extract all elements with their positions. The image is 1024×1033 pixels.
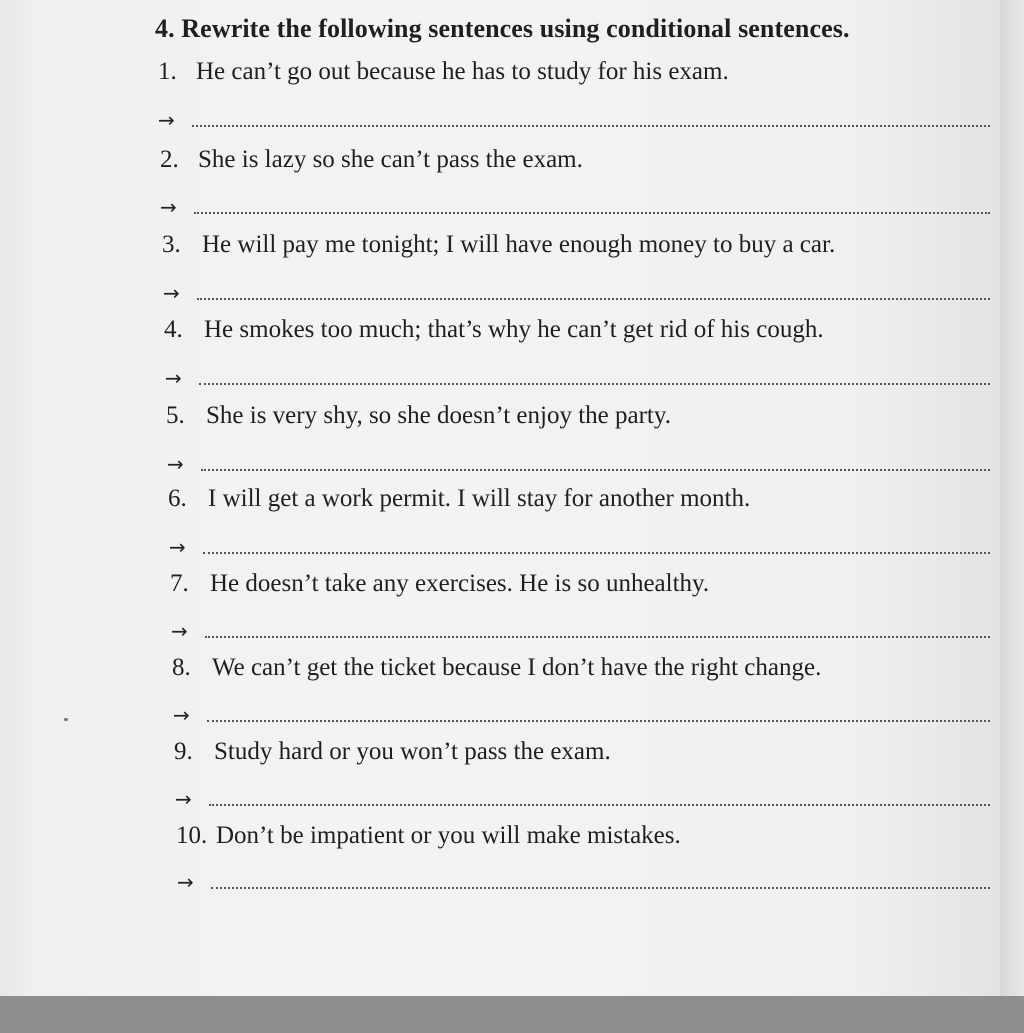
question-text: She is lazy so she can’t pass the exam. — [198, 146, 583, 173]
dotted-answer-blank — [203, 552, 990, 554]
answer-line-10[interactable] — [177, 867, 990, 897]
answer-line-8[interactable] — [173, 700, 990, 730]
question-number: 8. — [172, 654, 191, 681]
question-number: 10. — [176, 822, 208, 849]
arrow-icon: → — [163, 281, 180, 305]
question-number: 7. — [170, 570, 189, 597]
question-number: 5. — [166, 402, 185, 429]
question-text: Study hard or you won’t pass the exam. — [214, 738, 611, 765]
answer-line-4[interactable] — [165, 363, 990, 393]
dotted-answer-blank — [207, 720, 990, 722]
arrow-icon: → — [177, 870, 194, 894]
question-text: We can’t get the ticket because I don’t have the right change. — [212, 654, 822, 681]
dotted-answer-blank — [199, 383, 990, 385]
question-text: He doesn’t take any exercises. He is so unhealthy. — [210, 570, 710, 597]
question-number: 1. — [158, 58, 177, 85]
question-text: He will pay me tonight; I will have enough money to buy a car. — [202, 231, 836, 258]
question-text: He smokes too much; that’s why he can’t get rid of his cough. — [204, 316, 824, 343]
dotted-answer-blank — [201, 469, 990, 471]
answer-line-1[interactable] — [158, 105, 990, 135]
arrow-icon: → — [173, 703, 190, 727]
arrow-icon: → — [169, 535, 186, 559]
question-5 — [166, 402, 671, 430]
answer-line-9[interactable] — [175, 784, 990, 814]
question-6 — [168, 485, 750, 513]
answer-line-6[interactable] — [169, 532, 990, 562]
answer-line-2[interactable] — [160, 192, 990, 222]
question-1 — [158, 58, 729, 86]
dotted-answer-blank — [194, 212, 990, 214]
question-10 — [176, 822, 681, 850]
answer-line-3[interactable] — [163, 278, 990, 308]
question-text: Don’t be impatient or you will make mistakes. — [216, 822, 681, 849]
arrow-icon: → — [175, 787, 192, 811]
question-number: 3. — [162, 231, 181, 258]
question-9 — [174, 738, 611, 766]
ink-smudge — [64, 718, 68, 721]
question-number: 2. — [160, 146, 179, 173]
question-4 — [164, 316, 824, 344]
arrow-icon: → — [167, 452, 184, 476]
page-edge — [1000, 0, 1024, 996]
dotted-answer-blank — [211, 887, 990, 889]
answer-line-7[interactable] — [171, 616, 990, 646]
arrow-icon: → — [171, 619, 188, 643]
question-2 — [160, 146, 583, 174]
dotted-answer-blank — [192, 125, 990, 127]
arrow-icon: → — [165, 366, 182, 390]
question-3 — [162, 231, 835, 259]
question-text: I will get a work permit. I will stay for another month. — [208, 485, 751, 512]
scan-background — [0, 996, 1024, 1033]
answer-line-5[interactable] — [167, 449, 990, 479]
question-number: 9. — [174, 738, 193, 765]
question-text: He can’t go out because he has to study for his exam. — [196, 58, 729, 85]
dotted-answer-blank — [205, 636, 990, 638]
question-8 — [172, 654, 821, 682]
question-number: 4. — [164, 316, 183, 343]
question-number: 6. — [168, 485, 187, 512]
arrow-icon: → — [158, 108, 175, 132]
question-text: She is very shy, so she doesn’t enjoy the party. — [206, 402, 671, 429]
dotted-answer-blank — [209, 804, 990, 806]
question-7 — [170, 570, 709, 598]
arrow-icon: → — [160, 195, 177, 219]
exercise-heading: 4. Rewrite the following sentences using conditional sentences. — [155, 14, 850, 43]
dotted-answer-blank — [197, 298, 990, 300]
